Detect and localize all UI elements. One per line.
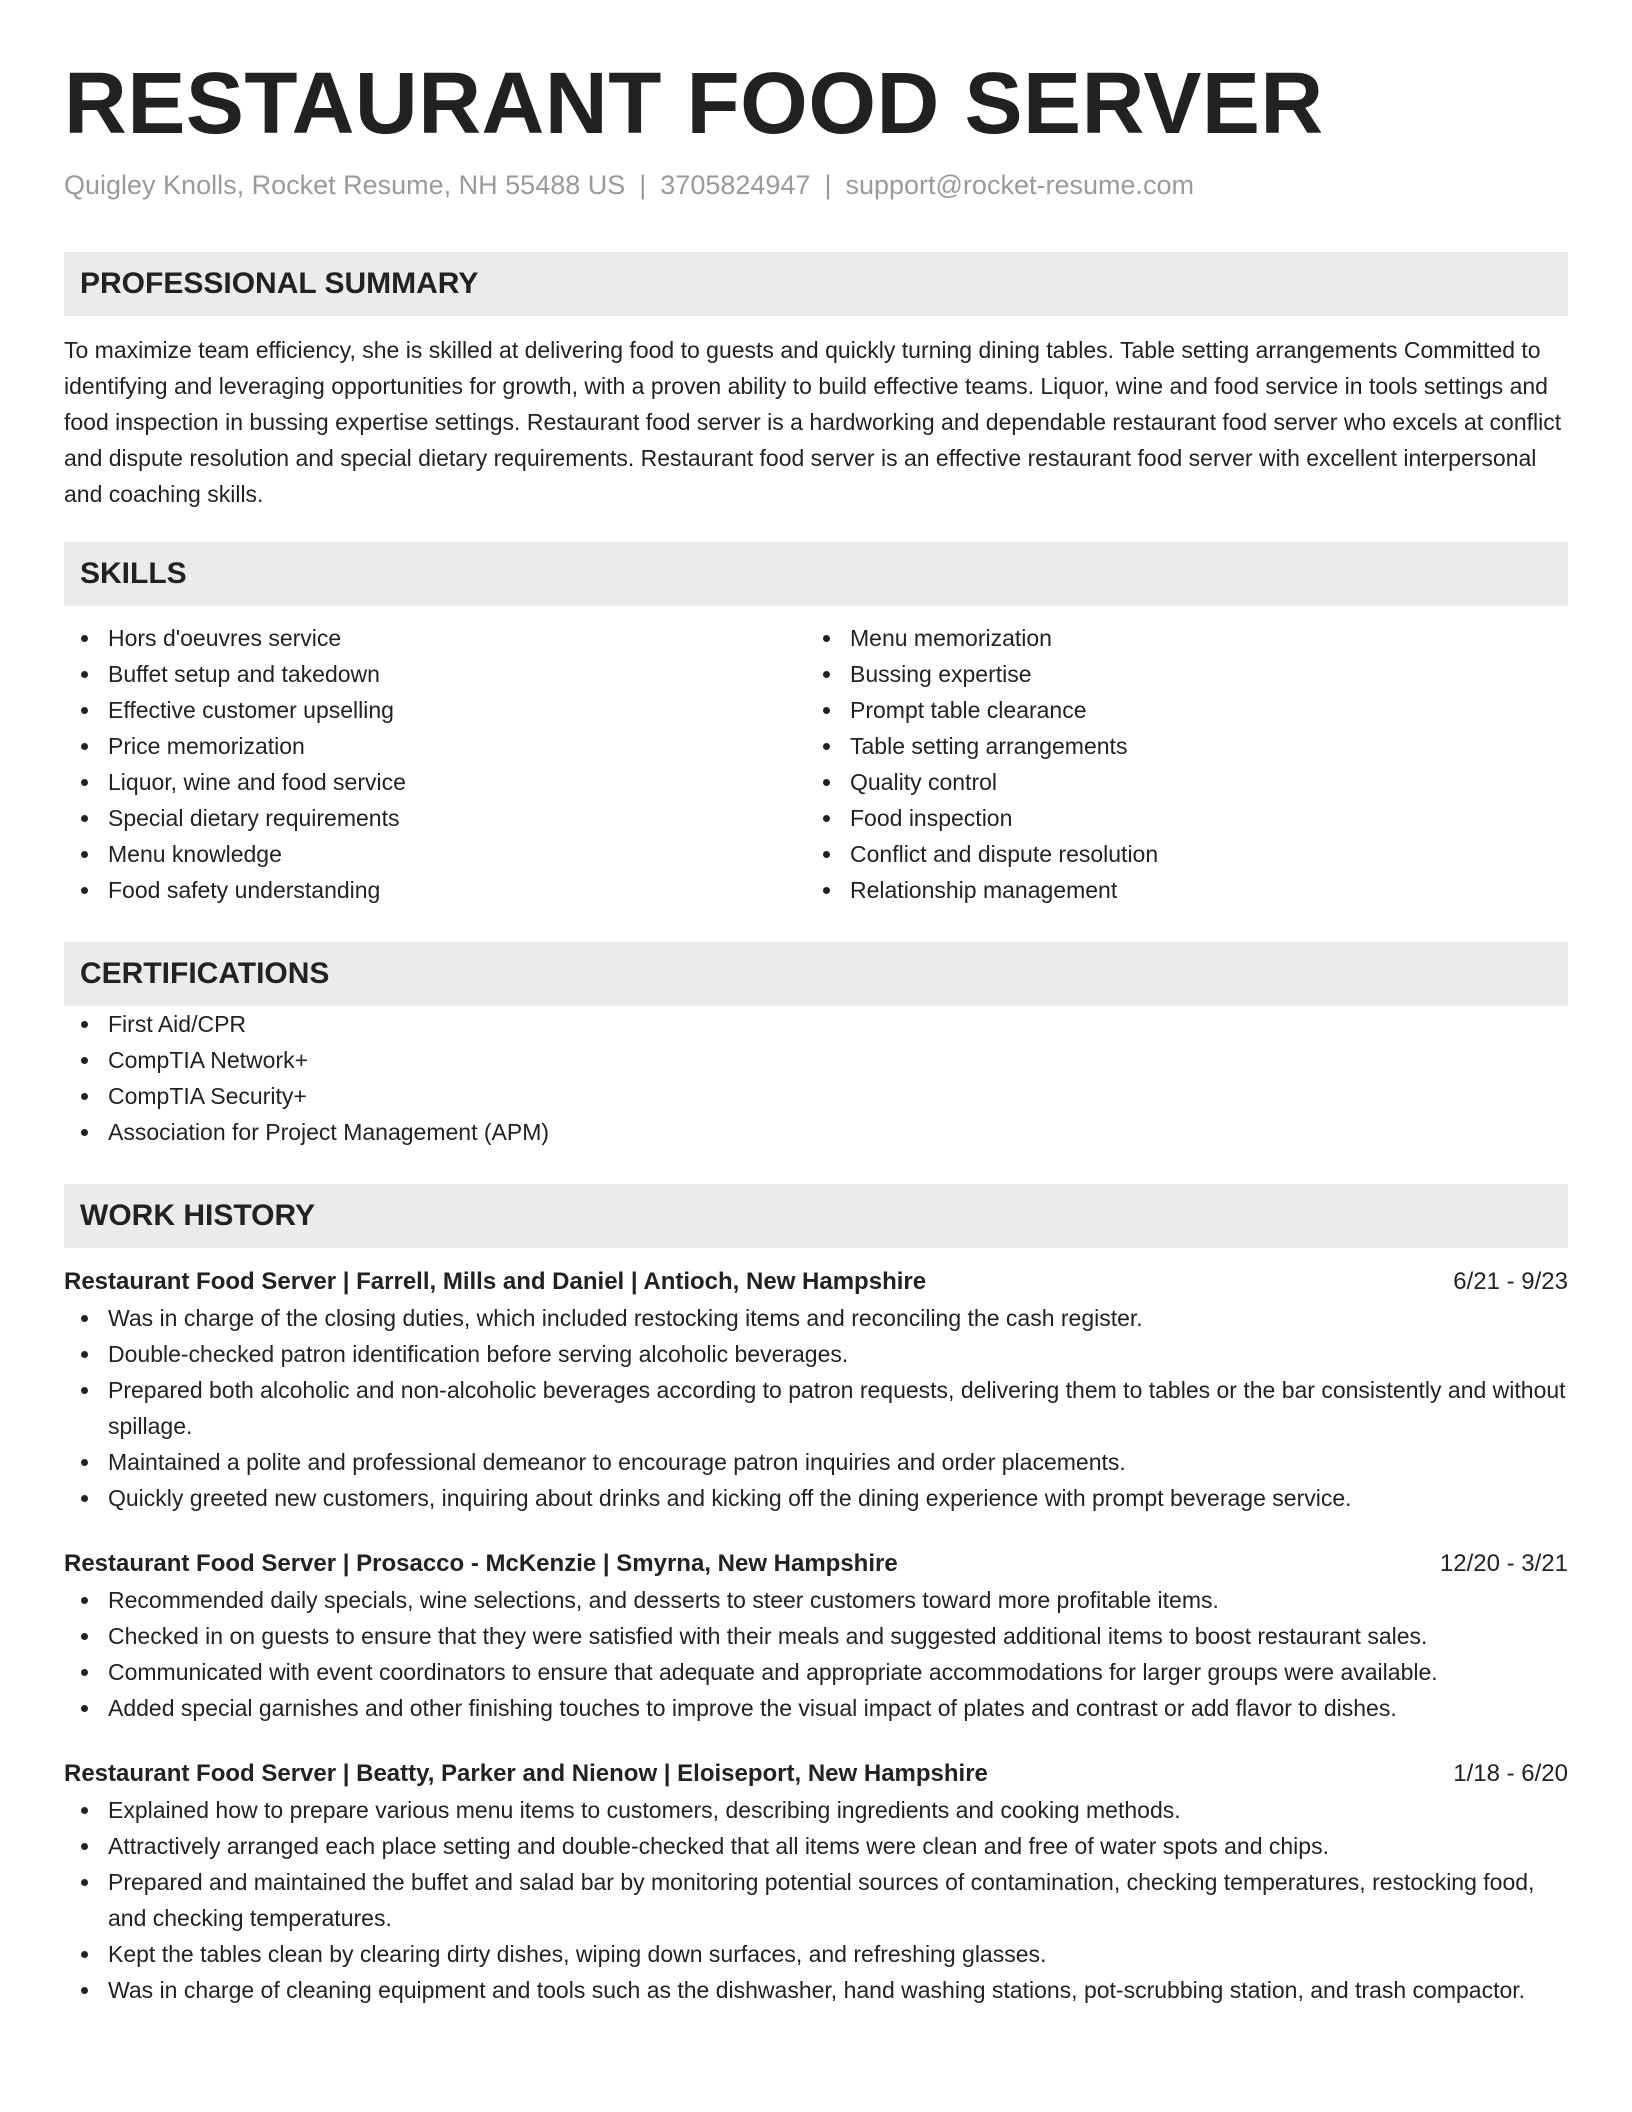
job-duty: Recommended daily specials, wine selections, and desserts to steer customers toward more profitable items. bbox=[64, 1582, 1568, 1618]
skill-item: Special dietary requirements bbox=[64, 800, 806, 836]
job-duty: Explained how to prepare various menu items to customers, describing ingredients and cooking methods. bbox=[64, 1792, 1568, 1828]
job-title: Restaurant Food Server | Beatty, Parker and Nienow | Eloiseport, New Hampshire bbox=[64, 1760, 988, 1787]
contact-phone: 3705824947 bbox=[660, 170, 811, 200]
job-duties bbox=[64, 1792, 1568, 2008]
job-header bbox=[64, 1264, 1568, 1300]
skill-item: Conflict and dispute resolution bbox=[806, 836, 1548, 872]
skill-item: Price memorization bbox=[64, 728, 806, 764]
skills-list bbox=[64, 620, 1568, 908]
resume-page bbox=[64, 0, 1568, 2008]
skill-item: Quality control bbox=[806, 764, 1548, 800]
skill-item: Relationship management bbox=[806, 872, 1548, 908]
job-entry bbox=[64, 1546, 1568, 1726]
job-duty: Was in charge of the closing duties, which included restocking items and reconciling the cash register. bbox=[64, 1300, 1568, 1336]
job-duty: Maintained a polite and professional demeanor to encourage patron inquiries and order placements. bbox=[64, 1444, 1568, 1480]
job-duty: Double-checked patron identification before serving alcoholic beverages. bbox=[64, 1336, 1568, 1372]
certification-item: First Aid/CPR bbox=[64, 1006, 1568, 1042]
skill-item: Menu knowledge bbox=[64, 836, 806, 872]
skill-item: Food inspection bbox=[806, 800, 1548, 836]
skill-item: Hors d'oeuvres service bbox=[64, 620, 806, 656]
skills-column-left bbox=[64, 620, 806, 908]
job-dates: 1/18 - 6/20 bbox=[1453, 1760, 1568, 1787]
skill-item: Liquor, wine and food service bbox=[64, 764, 806, 800]
skill-item: Bussing expertise bbox=[806, 656, 1548, 692]
job-title: Restaurant Food Server | Farrell, Mills and Daniel | Antioch, New Hampshire bbox=[64, 1268, 927, 1295]
job-entry bbox=[64, 1756, 1568, 2008]
certification-item: CompTIA Security+ bbox=[64, 1078, 1568, 1114]
skill-item: Effective customer upselling bbox=[64, 692, 806, 728]
job-duties bbox=[64, 1300, 1568, 1516]
job-title: Restaurant Food Server | Prosacco - McKenzie | Smyrna, New Hampshire bbox=[64, 1550, 898, 1577]
job-duty: Communicated with event coordinators to ensure that adequate and appropriate accommodations for larger groups were available. bbox=[64, 1654, 1568, 1690]
contact-address: Quigley Knolls, Rocket Resume, NH 55488 US bbox=[64, 170, 626, 200]
job-dates: 12/20 - 3/21 bbox=[1439, 1550, 1568, 1577]
job-duty: Prepared both alcoholic and non-alcoholic beverages according to patron requests, delivering them to tables or the bar consistently and without spillage. bbox=[64, 1372, 1568, 1444]
job-duty: Was in charge of cleaning equipment and tools such as the dishwasher, hand washing stations, pot-scrubbing station, and trash compactor. bbox=[64, 1972, 1568, 2008]
job-header bbox=[64, 1756, 1568, 1792]
job-duty: Quickly greeted new customers, inquiring about drinks and kicking off the dining experience with prompt beverage service. bbox=[64, 1480, 1568, 1516]
summary-text: To maximize team efficiency, she is skilled at delivering food to guests and quickly turning dining tables. Table setting arrangements Committed to identifying and leveraging opportunities for growth, with a proven ability to build effective teams. Liquor, wine and food service in tools settings and food inspection in bussing expertise settings. Restaurant food server is a hardworking and dependable restaurant food server who excels at conflict and dispute resolution and special dietary requirements. Restaurant food server is an effective restaurant food server with excellent interpersonal and coaching skills. bbox=[64, 337, 1562, 507]
job-entry bbox=[64, 1264, 1568, 1516]
contact-line bbox=[64, 168, 1568, 202]
certifications-list bbox=[64, 1006, 1568, 1150]
job-duty: Added special garnishes and other finishing touches to improve the visual impact of plates and contrast or add flavor to dishes. bbox=[64, 1690, 1568, 1726]
certification-item: CompTIA Network+ bbox=[64, 1042, 1568, 1078]
job-duty: Kept the tables clean by clearing dirty dishes, wiping down surfaces, and refreshing glasses. bbox=[64, 1936, 1568, 1972]
section-header-summary: PROFESSIONAL SUMMARY bbox=[64, 252, 1568, 316]
job-duty: Prepared and maintained the buffet and salad bar by monitoring potential sources of contamination, checking temperatures, restocking food, and checking temperatures. bbox=[64, 1864, 1568, 1936]
job-header bbox=[64, 1546, 1568, 1582]
certification-item: Association for Project Management (APM) bbox=[64, 1114, 1568, 1150]
contact-separator: | bbox=[639, 170, 647, 200]
skill-item: Menu memorization bbox=[806, 620, 1548, 656]
contact-separator: | bbox=[824, 170, 832, 200]
job-duty: Attractively arranged each place setting and double-checked that all items were clean and free of water spots and chips. bbox=[64, 1828, 1568, 1864]
skill-item: Buffet setup and takedown bbox=[64, 656, 806, 692]
candidate-name: RESTAURANT FOOD SERVER bbox=[64, 55, 1324, 152]
job-duty: Checked in on guests to ensure that they were satisfied with their meals and suggested additional items to boost restaurant sales. bbox=[64, 1618, 1568, 1654]
skills-column-right bbox=[806, 620, 1548, 908]
section-header-skills: SKILLS bbox=[64, 542, 1568, 606]
job-duties bbox=[64, 1582, 1568, 1726]
section-header-work-history: WORK HISTORY bbox=[64, 1184, 1568, 1248]
section-header-certifications: CERTIFICATIONS bbox=[64, 942, 1568, 1006]
job-dates: 6/21 - 9/23 bbox=[1453, 1268, 1568, 1295]
contact-email[interactable]: support@rocket-resume.com bbox=[845, 170, 1194, 200]
skill-item: Prompt table clearance bbox=[806, 692, 1548, 728]
skill-item: Food safety understanding bbox=[64, 872, 806, 908]
skill-item: Table setting arrangements bbox=[806, 728, 1548, 764]
